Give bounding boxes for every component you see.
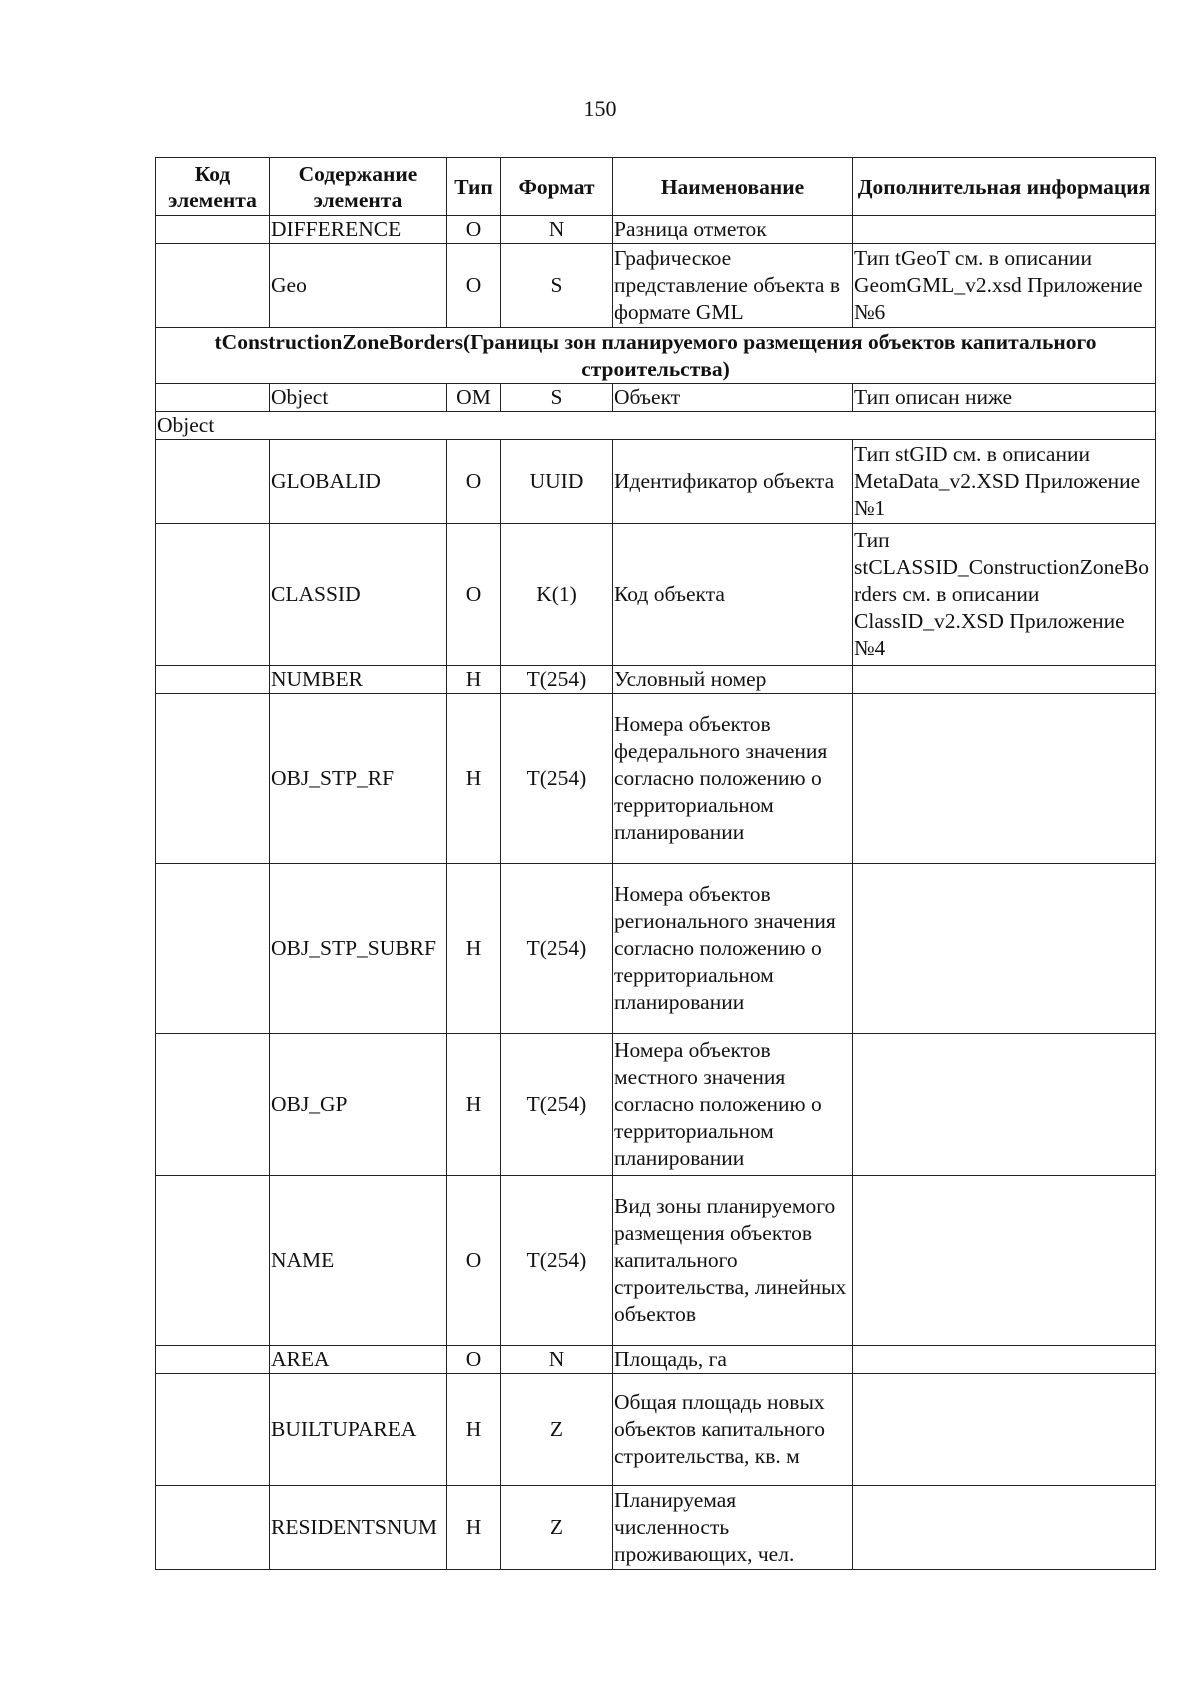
name-cell: Идентификатор объекта (613, 440, 853, 524)
type-cell: O (447, 1346, 501, 1374)
content-cell: AREA (270, 1346, 447, 1374)
name-cell: Номера объектов местного значения согласно положению о территориальном планировании (613, 1034, 853, 1176)
code-cell (156, 244, 270, 328)
code-cell (156, 216, 270, 244)
type-cell: O (447, 524, 501, 666)
info-cell (853, 216, 1156, 244)
format-cell: T(254) (501, 864, 613, 1034)
format-cell: T(254) (501, 694, 613, 864)
table-row-obj-gp (156, 1034, 1156, 1176)
name-cell: Общая площадь новых объектов капитального строительства, кв. м (613, 1374, 853, 1486)
table-row-number (156, 666, 1156, 694)
content-cell: NAME (270, 1176, 447, 1346)
element-spec-table (155, 157, 1156, 1570)
info-cell: Тип описан ниже (853, 384, 1156, 412)
table-row-builtuparea (156, 1374, 1156, 1486)
content-cell: Geo (270, 244, 447, 328)
code-cell (156, 1346, 270, 1374)
table-header-row (156, 158, 1156, 216)
type-cell: O (447, 1176, 501, 1346)
info-cell (853, 864, 1156, 1034)
header-code: Код элемента (156, 158, 270, 216)
name-cell: Площадь, га (613, 1346, 853, 1374)
code-cell (156, 440, 270, 524)
code-cell (156, 864, 270, 1034)
format-cell: Z (501, 1374, 613, 1486)
object-subsection-label: Object (156, 412, 1156, 440)
type-cell: H (447, 864, 501, 1034)
info-cell (853, 1486, 1156, 1570)
section-title: tConstructionZoneBorders(Границы зон планируемого размещения объектов капитального строительства) (156, 328, 1156, 384)
name-cell: Номера объектов регионального значения согласно положению о территориальном планировании (613, 864, 853, 1034)
content-cell: BUILTUPAREA (270, 1374, 447, 1486)
table-row-obj-stp-subrf (156, 864, 1156, 1034)
page-number: 150 (583, 96, 617, 121)
content-cell: NUMBER (270, 666, 447, 694)
header-format: Формат (501, 158, 613, 216)
content-cell: OBJ_STP_SUBRF (270, 864, 447, 1034)
name-cell: Объект (613, 384, 853, 412)
info-cell (853, 666, 1156, 694)
code-cell (156, 1034, 270, 1176)
info-cell (853, 1176, 1156, 1346)
name-cell: Условный номер (613, 666, 853, 694)
info-cell (853, 1374, 1156, 1486)
name-cell: Планируемая численность проживающих, чел. (613, 1486, 853, 1570)
content-cell: DIFFERENCE (270, 216, 447, 244)
format-cell: Z (501, 1486, 613, 1570)
code-cell (156, 524, 270, 666)
format-cell: S (501, 384, 613, 412)
format-cell: T(254) (501, 666, 613, 694)
name-cell: Разница отметок (613, 216, 853, 244)
type-cell: OM (447, 384, 501, 412)
table-row-name (156, 1176, 1156, 1346)
info-cell: Тип stGID см. в описании MetaData_v2.XSD Приложение №1 (853, 440, 1156, 524)
format-cell: S (501, 244, 613, 328)
type-cell: H (447, 694, 501, 864)
type-cell: O (447, 440, 501, 524)
table-row-geo (156, 244, 1156, 328)
content-cell: OBJ_GP (270, 1034, 447, 1176)
format-cell: T(254) (501, 1034, 613, 1176)
type-cell: H (447, 666, 501, 694)
name-cell: Вид зоны планируемого размещения объектов капитального строительства, линейных объектов (613, 1176, 853, 1346)
code-cell (156, 1176, 270, 1346)
format-cell: N (501, 1346, 613, 1374)
type-cell: O (447, 244, 501, 328)
name-cell: Код объекта (613, 524, 853, 666)
code-cell (156, 1486, 270, 1570)
table-row-residentsnum (156, 1486, 1156, 1570)
table-row-section-title (156, 328, 1156, 384)
content-cell: OBJ_STP_RF (270, 694, 447, 864)
code-cell (156, 384, 270, 412)
code-cell (156, 1374, 270, 1486)
table-row-object-label (156, 412, 1156, 440)
info-cell (853, 1346, 1156, 1374)
table-row-object (156, 384, 1156, 412)
name-cell: Графическое представление объекта в формате GML (613, 244, 853, 328)
info-cell: Тип stCLASSID_ConstructionZoneBorders см. в описании ClassID_v2.XSD Приложение №4 (853, 524, 1156, 666)
table-row-area (156, 1346, 1156, 1374)
format-cell: UUID (501, 440, 613, 524)
format-cell: K(1) (501, 524, 613, 666)
content-cell: RESIDENTSNUM (270, 1486, 447, 1570)
code-cell (156, 666, 270, 694)
format-cell: N (501, 216, 613, 244)
type-cell: H (447, 1486, 501, 1570)
content-cell: CLASSID (270, 524, 447, 666)
info-cell (853, 694, 1156, 864)
header-type: Тип (447, 158, 501, 216)
table-row-globalid (156, 440, 1156, 524)
info-cell: Тип tGeoT см. в описании GeomGML_v2.xsd Приложение №6 (853, 244, 1156, 328)
table-row-classid (156, 524, 1156, 666)
header-info: Дополнительная информация (853, 158, 1156, 216)
type-cell: O (447, 216, 501, 244)
info-cell (853, 1034, 1156, 1176)
table-row-difference (156, 216, 1156, 244)
table-row-obj-stp-rf (156, 694, 1156, 864)
content-cell: GLOBALID (270, 440, 447, 524)
type-cell: H (447, 1374, 501, 1486)
type-cell: H (447, 1034, 501, 1176)
name-cell: Номера объектов федерального значения согласно положению о территориальном планировании (613, 694, 853, 864)
code-cell (156, 694, 270, 864)
format-cell: T(254) (501, 1176, 613, 1346)
header-content: Содержание элемента (270, 158, 447, 216)
content-cell: Object (270, 384, 447, 412)
header-name: Наименование (613, 158, 853, 216)
